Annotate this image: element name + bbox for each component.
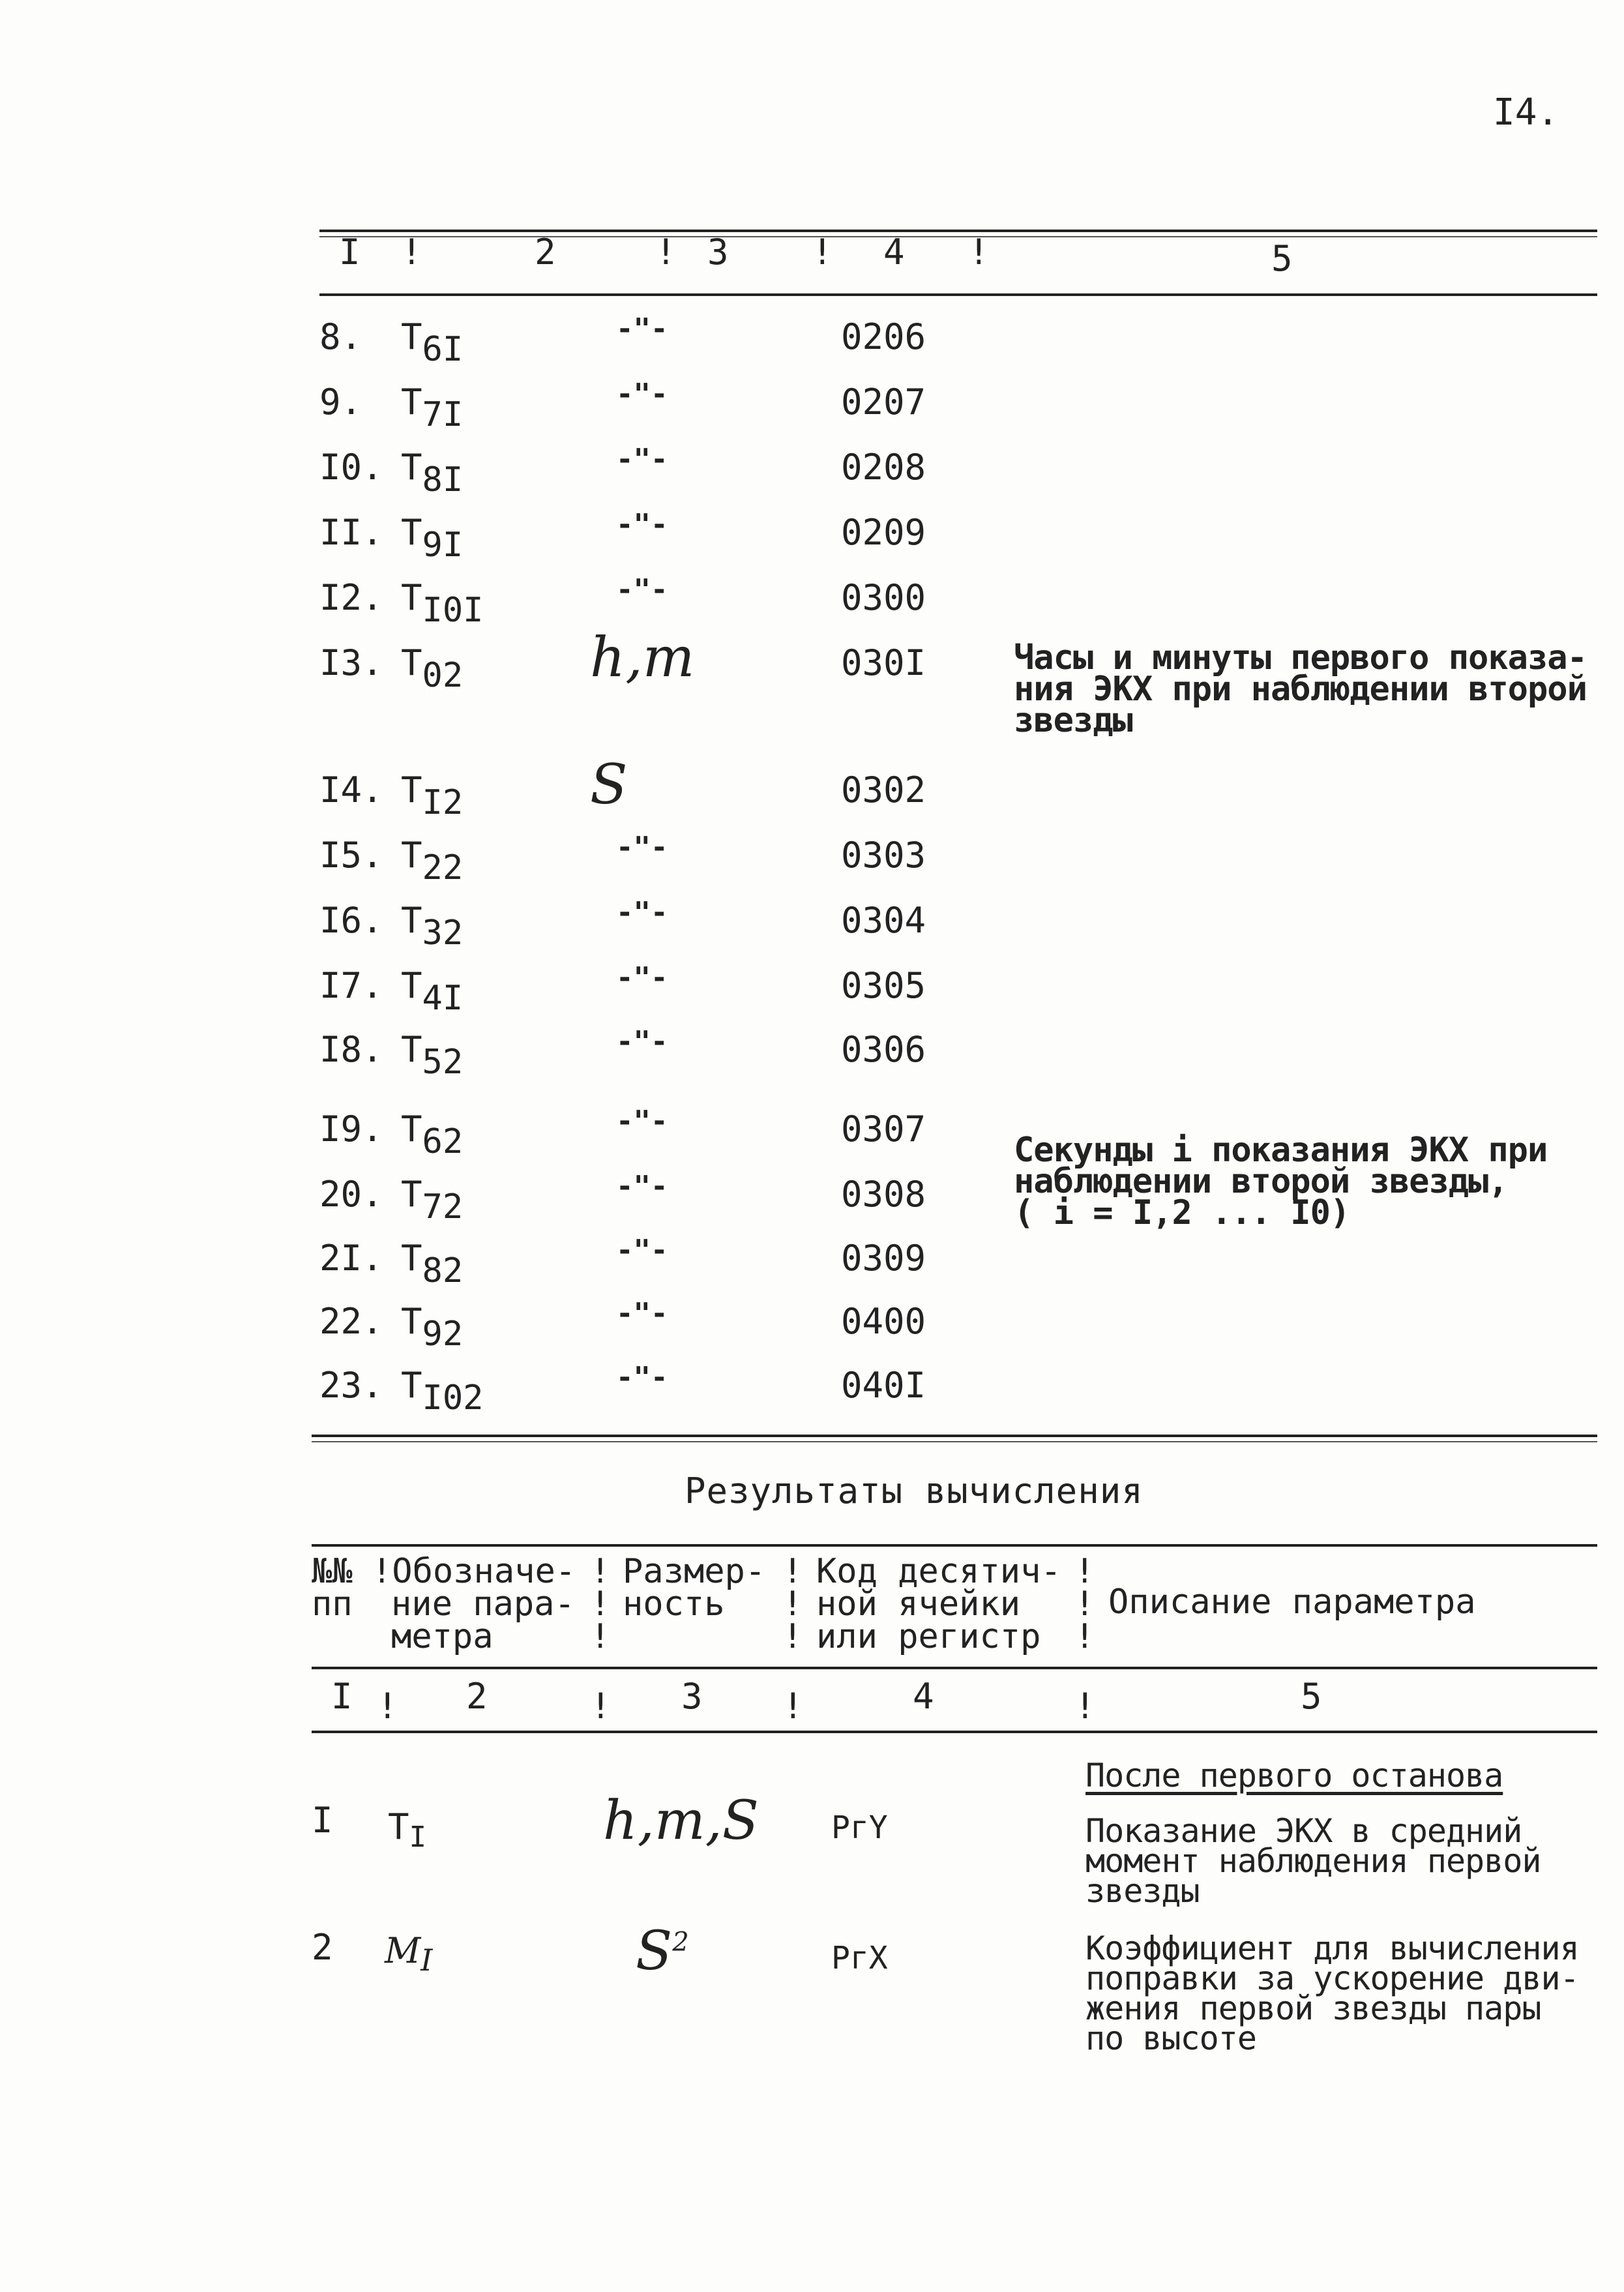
header-line: ние пара- (391, 1585, 575, 1624)
col-num-4: 4 (913, 1676, 934, 1717)
table1-row (319, 625, 971, 701)
row-dimension: -"- (616, 1234, 668, 1267)
header-dimension (623, 1552, 766, 1624)
row-dimension: -"- (616, 443, 668, 476)
header-num (312, 1552, 353, 1624)
row-dimension: -"- (616, 573, 668, 606)
row-num: 23. (319, 1365, 383, 1406)
row-dimension: h,m,S (603, 1790, 759, 1852)
row-code: 0207 (841, 381, 926, 423)
row-code: 0305 (841, 965, 926, 1006)
symbol-letter: T (401, 316, 422, 357)
header-line: метра (391, 1617, 494, 1656)
desc-line: по высоте (1085, 2019, 1256, 2057)
row-dimension (636, 1920, 689, 1982)
row-dimension: h,m (590, 625, 695, 689)
row-code: 0308 (841, 1174, 926, 1215)
row-dimension: -"- (616, 312, 668, 346)
desc-line: Секунды i показания ЭКХ при (1014, 1131, 1548, 1170)
header-col5: 5 (1271, 238, 1293, 279)
desc-line: Часы и минуты первого показа- (1014, 638, 1587, 677)
symbol-letter: T (388, 1806, 409, 1847)
desc-line: Показание ЭКХ в средний (1085, 1812, 1522, 1850)
section-after-first-stop: После первого останова (1085, 1757, 1503, 1794)
row-description (1085, 1929, 1579, 2057)
col-num-3: 3 (681, 1676, 703, 1717)
symbol-subscript: I02 (422, 1378, 484, 1418)
desc-line: жения первой звезды пары (1085, 1989, 1541, 2027)
row-symbol (401, 1174, 463, 1227)
symbol-subscript: I0I (422, 591, 484, 630)
row-symbol (401, 381, 463, 434)
header-sep: ! ! ! (1074, 1552, 1095, 1656)
symbol-letter: T (401, 1029, 422, 1070)
row-code: 0300 (841, 577, 926, 618)
row-code: 0307 (841, 1109, 926, 1150)
row-code: 0208 (841, 447, 926, 488)
header-col1: I (339, 231, 361, 273)
row-code: 0304 (841, 900, 926, 941)
table1-row (319, 1025, 971, 1088)
table1-row (319, 752, 971, 828)
row-num: I2. (319, 577, 383, 618)
desc-hours-minutes (1014, 638, 1587, 740)
symbol-letter: T (401, 1301, 422, 1342)
table2-numbering-rule (312, 1731, 1597, 1733)
symbol-subscript: 9I (422, 526, 464, 565)
row-dimension: -"- (616, 831, 668, 864)
row-code: 040I (841, 1365, 926, 1406)
row-code: 0400 (841, 1301, 926, 1342)
header-line: пп (312, 1585, 353, 1624)
row-code: 0206 (841, 316, 926, 357)
row-symbol (401, 316, 463, 369)
row-num: 20. (319, 1174, 383, 1215)
table1-top-rule-2 (319, 236, 1597, 237)
table1-row (319, 1105, 971, 1167)
row-dimension: -"- (616, 1170, 668, 1203)
header-col4: 4 (883, 231, 905, 273)
symbol-subscript: I (409, 1820, 427, 1854)
row-num: 2 (312, 1927, 333, 1968)
header-designation (372, 1552, 576, 1656)
header-code (816, 1552, 1061, 1656)
table1-row (319, 312, 971, 375)
col-sep: ! (377, 1686, 398, 1727)
row-dimension: -"- (616, 378, 668, 411)
row-code: 0309 (841, 1238, 926, 1279)
table1-row (319, 961, 971, 1024)
header-sep3: ! (812, 231, 833, 273)
symbol-letter: T (401, 512, 422, 553)
symbol-letter: T (401, 1365, 422, 1406)
row-symbol (401, 1365, 483, 1418)
header-line: ность (623, 1585, 725, 1624)
table1-row (319, 508, 971, 571)
desc-line: поправки за ускорение дви- (1085, 1959, 1579, 1997)
row-symbol (401, 447, 463, 499)
symbol-letter: T (401, 642, 422, 683)
col-sep: ! (590, 1686, 612, 1727)
row-dimension: -"- (616, 1105, 668, 1138)
header-sep: ! ! ! (590, 1552, 611, 1656)
row-symbol (401, 769, 463, 822)
desc-line: звезды (1085, 1872, 1200, 1910)
symbol-letter: T (401, 577, 422, 618)
desc-line: момент наблюдения первой (1085, 1842, 1541, 1880)
desc-line: звезды (1014, 701, 1132, 740)
header-line: №№ (312, 1552, 353, 1591)
dimension-base: S (636, 1920, 673, 1982)
header-line: Код десятич- (816, 1552, 1061, 1591)
table1-row (319, 1170, 971, 1232)
row-code: 0303 (841, 835, 926, 876)
desc-line: ( i = I,2 ... I0) (1014, 1193, 1350, 1232)
symbol-subscript: 72 (422, 1187, 464, 1227)
row-num: 8. (319, 316, 362, 357)
symbol-letter: T (401, 1109, 422, 1150)
table1-top-rule (319, 230, 1597, 232)
table1-row (319, 378, 971, 440)
row-code: РгY (831, 1809, 888, 1846)
dimension-exponent: 2 (672, 1927, 689, 1957)
col-sep: ! (1074, 1686, 1096, 1727)
symbol-letter: T (401, 769, 422, 811)
header-col3: 3 (707, 231, 729, 273)
desc-line: Коэффициент для вычисления (1085, 1929, 1579, 1967)
row-num: I5. (319, 835, 383, 876)
row-num: I8. (319, 1029, 383, 1070)
table1-row (319, 896, 971, 959)
row-symbol (401, 1238, 463, 1290)
row-symbol (401, 965, 463, 1018)
symbol-subscript: 8I (422, 460, 464, 499)
symbol-letter: T (401, 835, 422, 876)
row-symbol (401, 577, 483, 630)
row-symbol (401, 1301, 463, 1354)
desc-seconds (1014, 1131, 1548, 1232)
header-col2: 2 (535, 231, 556, 273)
symbol-subscript: 32 (422, 914, 464, 953)
symbol-subscript: 6I (422, 330, 464, 369)
col-num-5: 5 (1301, 1676, 1322, 1717)
header-line: Размер- (623, 1552, 766, 1591)
header-sep1: ! (401, 231, 422, 273)
symbol-letter: T (401, 900, 422, 941)
symbol-letter: T (401, 1174, 422, 1215)
symbol-subscript: 92 (422, 1315, 464, 1354)
row-code: 0306 (841, 1029, 926, 1070)
symbol-letter: T (401, 381, 422, 423)
row-code: РгХ (831, 1940, 888, 1976)
row-num: I (312, 1800, 333, 1841)
row-symbol (385, 1930, 432, 1978)
row-symbol (401, 835, 463, 887)
table1-bottom-rule-2 (312, 1441, 1597, 1442)
row-symbol (388, 1806, 426, 1854)
symbol-letter: M (385, 1930, 421, 1971)
header-sep: ! ! ! (782, 1552, 803, 1656)
row-dimension: -"- (616, 1361, 668, 1394)
symbol-subscript: 22 (422, 848, 464, 887)
symbol-subscript: 62 (422, 1122, 464, 1161)
row-code: 0209 (841, 512, 926, 553)
row-num: I0. (319, 447, 383, 488)
table1-row (319, 443, 971, 505)
row-dimension: -"- (616, 961, 668, 994)
row-dimension: -"- (616, 508, 668, 541)
row-dimension: -"- (616, 1297, 668, 1330)
col-num-2: 2 (466, 1676, 488, 1717)
header-line: !Обозначе- (372, 1552, 576, 1591)
row-dimension: -"- (616, 1025, 668, 1058)
row-symbol (401, 900, 463, 953)
symbol-letter: T (401, 447, 422, 488)
table2-header-rule (312, 1667, 1597, 1669)
row-code: 030I (841, 642, 926, 683)
row-symbol (401, 512, 463, 565)
header-sep2: ! (655, 231, 677, 273)
table2-top-rule (312, 1544, 1597, 1547)
header-sep4: ! (968, 231, 990, 273)
row-dimension: -"- (616, 896, 668, 929)
header-description: Описание параметра (1108, 1583, 1476, 1622)
symbol-subscript: I2 (422, 783, 464, 822)
row-symbol (401, 1109, 463, 1161)
symbol-subscript: I (421, 1942, 433, 1978)
header-line: или регистр (816, 1617, 1041, 1656)
row-symbol (401, 1029, 463, 1082)
symbol-subscript: 82 (422, 1251, 464, 1290)
row-num: I4. (319, 769, 383, 811)
page-number: I4. (1493, 91, 1559, 134)
desc-line: ния ЭКХ при наблюдении второй (1014, 670, 1587, 709)
row-num: 9. (319, 381, 362, 423)
row-num: I9. (319, 1109, 383, 1150)
symbol-subscript: 4I (422, 979, 464, 1018)
symbol-letter: T (401, 1238, 422, 1279)
symbol-subscript: 02 (422, 656, 464, 695)
table1-header-rule (319, 293, 1597, 296)
table1-row (319, 1297, 971, 1360)
row-num: I6. (319, 900, 383, 941)
row-dimension: S (590, 752, 628, 816)
row-num: 22. (319, 1301, 383, 1342)
results-title: Результаты вычисления (685, 1470, 1144, 1511)
row-num: II. (319, 512, 383, 553)
row-code: 0302 (841, 769, 926, 811)
row-description (1085, 1812, 1541, 1910)
header-line: ной ячейки (816, 1585, 1021, 1624)
table1-row (319, 831, 971, 893)
col-sep: ! (782, 1686, 804, 1727)
row-num: I3. (319, 642, 383, 683)
desc-line: наблюдении второй звезды, (1014, 1162, 1508, 1201)
row-num: I7. (319, 965, 383, 1006)
table1-row (319, 1234, 971, 1296)
table1-row (319, 1361, 971, 1423)
symbol-letter: T (401, 965, 422, 1006)
symbol-subscript: 7I (422, 395, 464, 434)
table1-bottom-rule (312, 1435, 1597, 1437)
row-num: 2I. (319, 1238, 383, 1279)
symbol-subscript: 52 (422, 1043, 464, 1082)
col-num-1: I (331, 1676, 353, 1717)
row-symbol (401, 642, 463, 695)
